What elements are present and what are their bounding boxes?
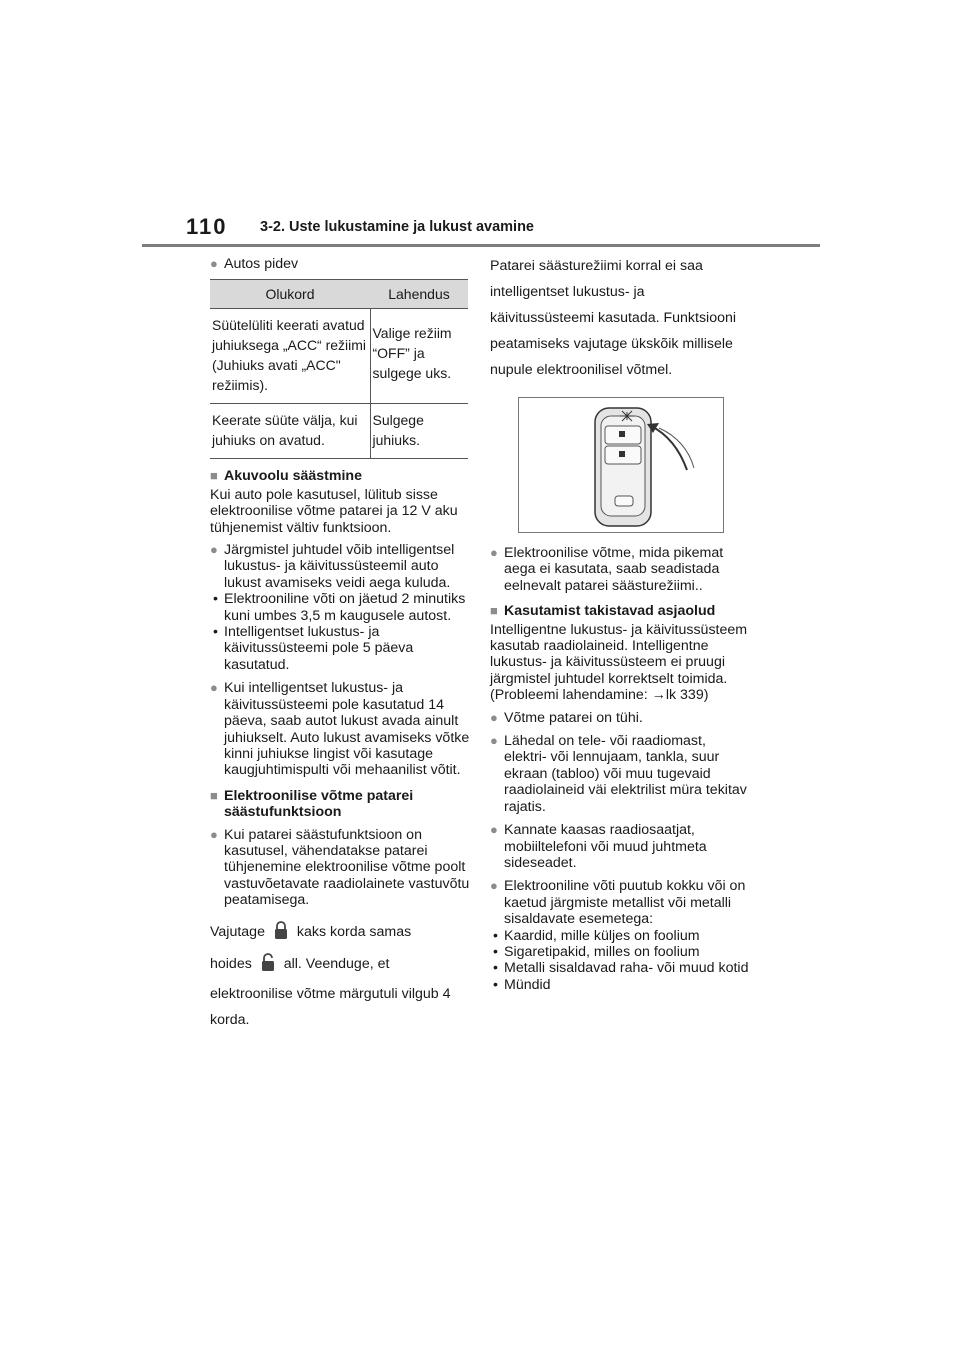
section-title: 3-2. Uste lukustamine ja lukust avamine: [260, 219, 534, 235]
table-header-row: [210, 280, 468, 309]
dash-text: Mündid: [504, 976, 551, 993]
lock-icon: [273, 920, 289, 940]
bullet-battery-empty: [490, 710, 752, 726]
bullet-text: Autos pidev: [224, 256, 299, 272]
table-row: [210, 404, 468, 459]
dash-item: [210, 591, 472, 624]
dash-item: [490, 928, 752, 944]
dash-text: Metalli sisaldavad raha- või muud kotid: [504, 960, 749, 977]
heading-text: Kasutamist takistavad asjaolud: [504, 603, 716, 620]
bullet-radio-interference: [490, 733, 752, 815]
dash-icon: •: [493, 960, 498, 977]
dash-icon: •: [493, 927, 498, 944]
heading-text: Akuvoolu säästmine: [224, 468, 362, 485]
dash-item: [490, 944, 752, 960]
bullet-autos-pidev: [210, 256, 472, 272]
bullet-intelligent-delay: [210, 542, 472, 591]
bullet-icon: ●: [490, 545, 498, 560]
square-icon: ■: [210, 787, 218, 803]
bullet-icon: ●: [210, 680, 218, 696]
table-header-lahendus: Lahendus: [370, 280, 468, 309]
square-icon: ■: [210, 468, 218, 484]
intro-paragraph: Patarei säästurežiimi korral ei saa intelligentset lukustus- ja käivitussüsteemi kasutada. Funktsiooni peatamiseks vajutage ükskõik millisele nupule elektroonilisel võtmel.: [490, 258, 737, 378]
unlock-icon: [260, 952, 276, 972]
instruction-text: kaks korda samas: [296, 923, 412, 940]
bullet-icon: ●: [490, 709, 498, 725]
situation-table: [210, 279, 468, 459]
bullet-text: Kannate kaasas raadiosaatjat, mobiiltelefoni või muud juhtmeta sideseadet.: [504, 822, 707, 871]
table-row: [210, 309, 468, 404]
table-cell-situation: Süütelüliti keerati avatud juhiuksega „ACC“ režiimi (Juhiuks avati „ACC" režiimis).: [210, 309, 370, 404]
dash-icon: •: [493, 943, 498, 960]
table-header-olukord: Olukord: [210, 280, 370, 309]
paragraph-akuvoolu: Kui auto pole kasutusel, lülitub sisse elektroonilise võtme patarei ja 12 V aku tühjenemist vältiv funktsioon.: [210, 486, 458, 536]
instruction-text: all. Veenduge, et: [283, 955, 390, 972]
dash-item: [210, 624, 472, 673]
table-cell-solution: Valige režiim “OFF” ja sulgege uks.: [370, 309, 468, 404]
page-number: 110: [186, 214, 228, 239]
bullet-preset-saving: [490, 545, 752, 594]
table-cell-situation: Keerate süüte välja, kui juhiuks on avatud.: [210, 404, 370, 459]
bullet-icon: ●: [490, 878, 498, 894]
dash-text: Sigaretipakid, milles on foolium: [504, 943, 700, 960]
instruction-text: hoides: [210, 955, 252, 972]
bullet-text: Lähedal on tele- või raadiomast, elektri- või lennujaam, tankla, suur ekraan (tabloo) või muu tugevaid raadiolaineid väi elektrilist müra tekitav rajatis.: [504, 733, 747, 815]
bullet-text: Kui patarei säästufunktsioon on kasutusel, vähendatakse patarei tühjenemine elektroonilise võtme poolt vastuvõetavate raadiolainete vastuvõtu peatamisega.: [224, 826, 470, 909]
instruction-text: Vajutage: [210, 923, 265, 940]
dash-icon: •: [213, 591, 218, 608]
bullet-icon: ●: [490, 733, 498, 749]
dash-item: [490, 960, 752, 976]
heading-akuvoolu: [210, 468, 472, 484]
key-fob-illustration: [518, 397, 724, 533]
left-column: [210, 256, 472, 1033]
bullet-icon: ●: [210, 256, 218, 271]
square-icon: ■: [490, 603, 498, 619]
heading-elektroonilise: [210, 788, 472, 821]
right-column: [490, 256, 752, 993]
bullet-text: Järgmistel juhtudel võib intelligentsel lukustus- ja käivitussüsteemil auto lukust avamiseks veidi aega kuluda.: [224, 542, 455, 591]
bullet-text: Elektrooniline võti puutub kokku või on kaetud järgmiste metallist või metalli sisaldavate esemetega:: [504, 878, 746, 928]
bullet-text: Elektroonilise võtme, mida pikemat aega ei kasutata, saab seadistada eelnevalt patarei säästurežiimi..: [504, 545, 724, 594]
bullet-wireless-devices: [490, 822, 752, 871]
dash-icon: •: [213, 624, 218, 641]
paragraph-kasutamist: Intelligentne lukustus- ja käivitussüsteem kasutab raadiolaineid. Intelligentne lukustus- ja käivitussüsteem ei pruugi järgmistel juhtudel korrektselt toimida. (Probleemi lahendamine: →lk 339): [490, 621, 748, 704]
instruction-line: [210, 919, 472, 945]
dash-text: Elektrooniline võti on jäetud 2 minutiks kuni umbes 3,5 m kaugusele autost.: [224, 591, 466, 624]
table-cell-solution: Sulgege juhiuks.: [370, 404, 468, 459]
bullet-text: Võtme patarei on tühi.: [504, 709, 643, 726]
instruction-line: [210, 951, 472, 977]
bullet-metal-objects: [490, 878, 752, 927]
bullet-text: Kui intelligentset lukustus- ja käivitussüsteemi pole kasutatud 14 päeva, saab autot lukust avada ainult juhiukselt. Auto lukust avamiseks võtke kinni juhiukse lingist või kasutage kaugjuhtimispulti või mehaanilist võtit.: [224, 680, 470, 779]
heading-kasutamist: [490, 603, 752, 619]
header-rule: [142, 244, 820, 247]
bullet-icon: ●: [490, 822, 498, 838]
bullet-14-days: [210, 680, 472, 778]
instruction-line: elektroonilise võtme märgutuli vilgub 4 korda.: [210, 985, 451, 1028]
bullet-icon: ●: [210, 542, 218, 558]
dash-icon: •: [493, 976, 498, 993]
dash-text: Kaardid, mille küljes on foolium: [504, 927, 700, 944]
dash-item: [490, 977, 752, 993]
dash-text: Intelligentset lukustus- ja käivitussüsteemi pole 5 päeva kasutatud.: [224, 624, 414, 673]
heading-text: Elektroonilise võtme patarei säästufunktsioon: [224, 787, 414, 821]
key-fob-icon: [519, 398, 723, 532]
page-header: [142, 214, 820, 248]
bullet-icon: ●: [210, 826, 218, 842]
bullet-battery-saving: [210, 827, 472, 909]
